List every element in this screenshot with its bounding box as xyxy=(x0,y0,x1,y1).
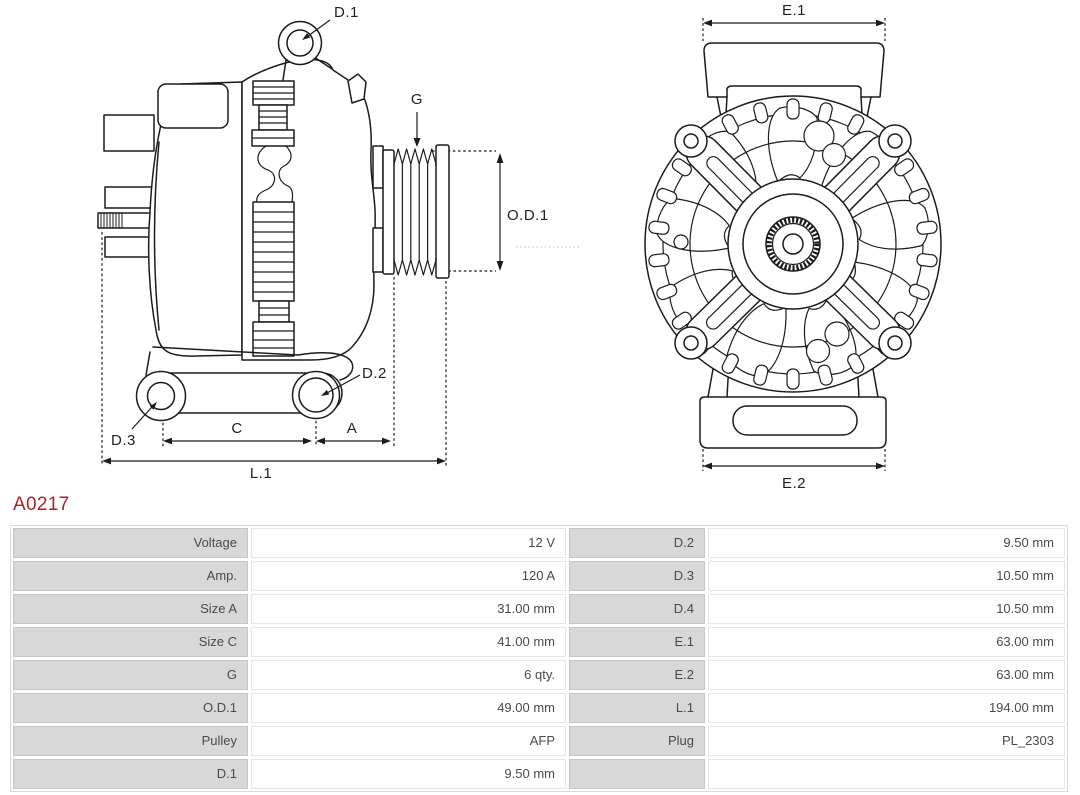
dim-label-l1: L.1 xyxy=(249,465,273,482)
spec-label-cell: Pulley xyxy=(13,726,248,756)
dim-label-e1: E.1 xyxy=(781,2,807,19)
spec-label-cell: Size A xyxy=(13,594,248,624)
spec-row xyxy=(13,528,1065,558)
spec-table xyxy=(10,525,1068,792)
spec-label-cell: D.4 xyxy=(569,594,705,624)
spec-row xyxy=(13,693,1065,723)
dim-label-g: G xyxy=(410,91,424,108)
spec-label-cell: D.1 xyxy=(13,759,248,789)
spec-label-cell: E.1 xyxy=(569,627,705,657)
spec-row xyxy=(13,759,1065,789)
dim-label-od1: O.D.1 xyxy=(507,207,549,224)
spec-row xyxy=(13,660,1065,690)
dim-label-a: A xyxy=(346,420,358,437)
dim-label-d3: D.3 xyxy=(111,432,136,449)
spec-value-cell: 10.50 mm xyxy=(708,561,1065,591)
spec-label-cell: G xyxy=(13,660,248,690)
spec-row xyxy=(13,594,1065,624)
spec-value-cell: 31.00 mm xyxy=(251,594,566,624)
spec-label-cell: D.3 xyxy=(569,561,705,591)
spec-row xyxy=(13,561,1065,591)
spec-label-cell: E.2 xyxy=(569,660,705,690)
shaft-hub xyxy=(728,179,858,309)
dim-label-c: C xyxy=(231,420,243,437)
spec-value-cell: 63.00 mm xyxy=(708,627,1065,657)
dim-label-d1: D.1 xyxy=(334,4,359,21)
dim-d1 xyxy=(302,4,359,40)
spec-value-cell: 10.50 mm xyxy=(708,594,1065,624)
spec-value-cell: 41.00 mm xyxy=(251,627,566,657)
dim-e1 xyxy=(703,2,885,41)
spec-value-cell: 9.50 mm xyxy=(708,528,1065,558)
dim-e2 xyxy=(703,449,885,492)
spec-value-cell: 49.00 mm xyxy=(251,693,566,723)
spec-label-cell: O.D.1 xyxy=(13,693,248,723)
spec-value-cell: 194.00 mm xyxy=(708,693,1065,723)
spec-value-cell: 9.50 mm xyxy=(251,759,566,789)
spec-value-cell: 63.00 mm xyxy=(708,660,1065,690)
alternator-front-view-diagram xyxy=(620,0,1080,500)
spec-value-cell: 120 A xyxy=(251,561,566,591)
spec-value-cell xyxy=(708,759,1065,789)
spec-label-cell: L.1 xyxy=(569,693,705,723)
pulley xyxy=(383,145,449,278)
rear-terminals xyxy=(98,115,154,257)
dim-label-e2: E.2 xyxy=(781,475,807,492)
spec-label-cell: D.2 xyxy=(569,528,705,558)
spec-value-cell: AFP xyxy=(251,726,566,756)
part-number: A0217 xyxy=(13,494,70,515)
spec-label-cell: Size C xyxy=(13,627,248,657)
spec-value-cell: PL_2303 xyxy=(708,726,1065,756)
dim-a xyxy=(316,420,391,444)
spec-value-cell: 12 V xyxy=(251,528,566,558)
stator-ribs xyxy=(252,81,294,356)
spec-value-cell: 6 qty. xyxy=(251,660,566,690)
spec-label-cell: Amp. xyxy=(13,561,248,591)
dim-od1 xyxy=(497,153,549,271)
dim-d3 xyxy=(111,402,157,449)
rear-cover xyxy=(149,82,242,356)
dim-l1 xyxy=(102,458,446,482)
spec-label-cell xyxy=(569,759,705,789)
alternator-side-view-diagram xyxy=(0,0,590,492)
spec-row xyxy=(13,726,1065,756)
spec-label-cell: Voltage xyxy=(13,528,248,558)
dim-g xyxy=(411,91,423,147)
spec-row xyxy=(13,627,1065,657)
dim-label-d2: D.2 xyxy=(362,365,387,382)
dim-c xyxy=(163,420,312,444)
spec-label-cell: Plug xyxy=(569,726,705,756)
